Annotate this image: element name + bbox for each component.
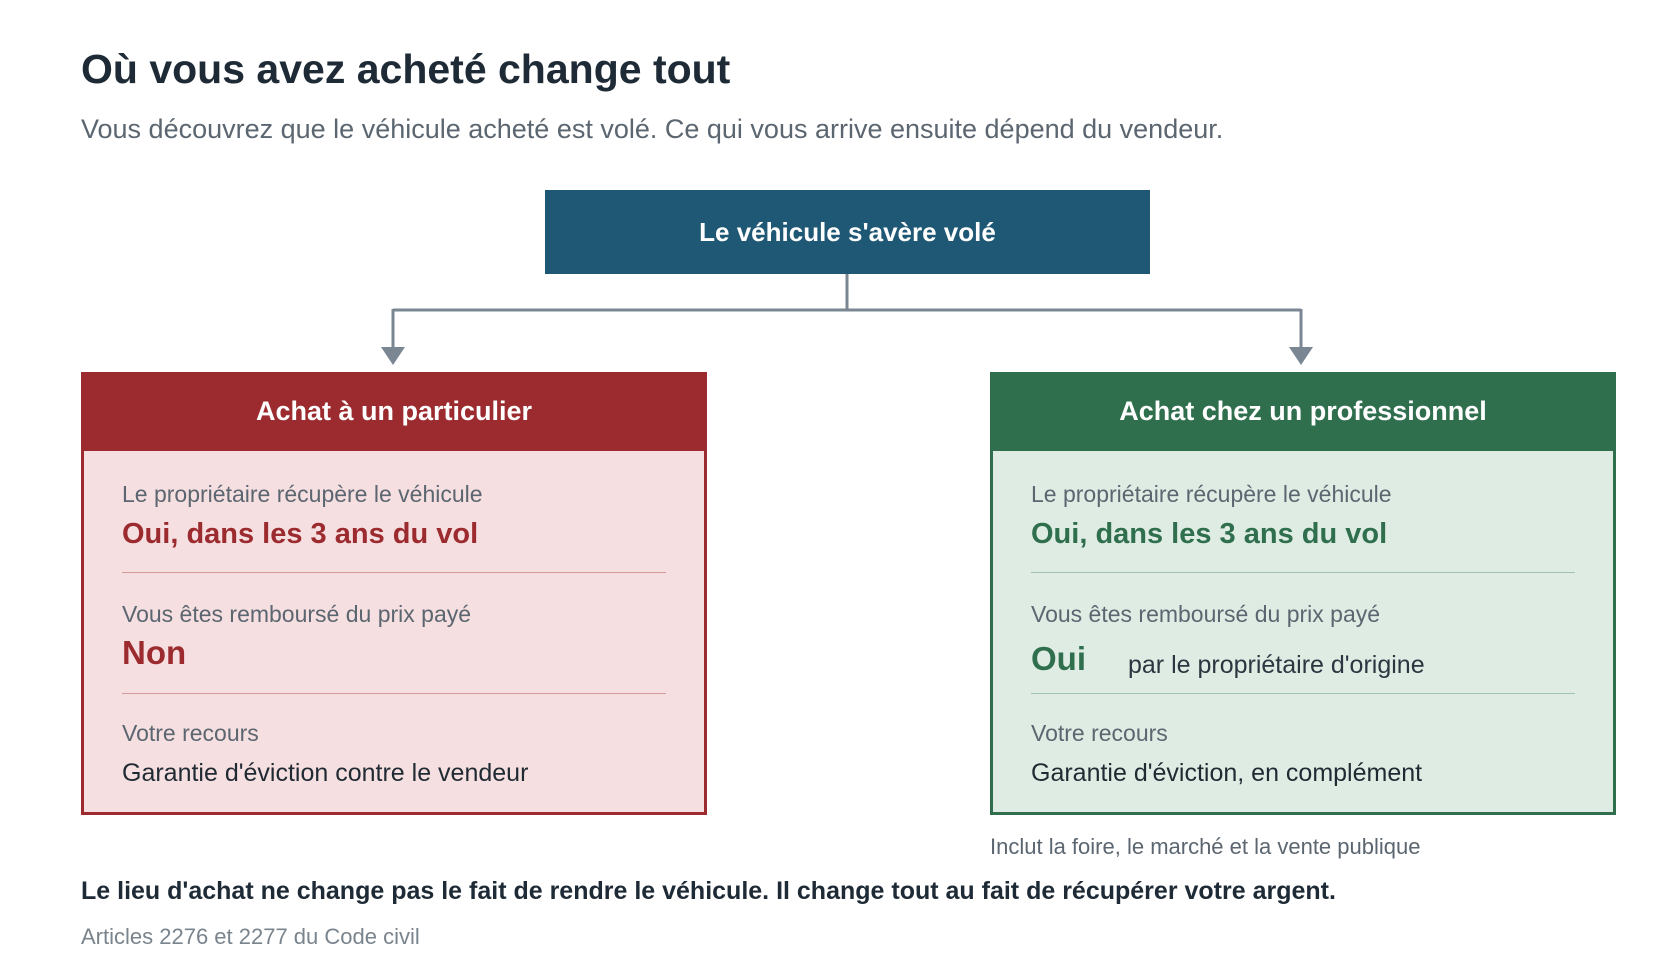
card-professionnel bbox=[990, 372, 1616, 815]
row-refund-label: Vous êtes remboursé du prix payé bbox=[122, 601, 472, 627]
root-node-label: Le véhicule s'avère volé bbox=[699, 216, 996, 247]
card-professionnel-header: Achat chez un professionnel bbox=[990, 372, 1616, 451]
card-particulier-header: Achat à un particulier bbox=[81, 372, 707, 451]
conclusion-text: Le lieu d'achat ne change pas le fait de rendre le véhicule. Il change tout au fait de récupérer votre argent. bbox=[81, 877, 1336, 905]
row-recovery-value: Oui, dans les 3 ans du vol bbox=[122, 518, 479, 550]
row-recovery bbox=[1031, 451, 1575, 572]
row-remedy bbox=[1031, 694, 1575, 788]
row-refund bbox=[1031, 573, 1575, 693]
row-recovery bbox=[122, 451, 666, 572]
arrowhead-left bbox=[381, 347, 405, 365]
row-remedy bbox=[122, 694, 666, 788]
page-title: Où vous avez acheté change tout bbox=[81, 46, 731, 92]
row-recovery-label: Le propriétaire récupère le véhicule bbox=[1031, 481, 1392, 507]
row-refund-note: par le propriétaire d'origine bbox=[1128, 651, 1425, 680]
row-refund-value: Oui bbox=[1031, 640, 1086, 677]
row-remedy-text: Garantie d'éviction contre le vendeur bbox=[122, 759, 529, 787]
row-refund-value: Non bbox=[122, 634, 187, 671]
page-subtitle: Vous découvrez que le véhicule acheté est volé. Ce qui vous arrive ensuite dépend du vendeur. bbox=[81, 114, 1224, 144]
row-recovery-label: Le propriétaire récupère le véhicule bbox=[122, 481, 483, 507]
professionnel-footnote: Inclut la foire, le marché et la vente publique bbox=[990, 834, 1421, 859]
row-recovery-value: Oui, dans les 3 ans du vol bbox=[1031, 518, 1388, 550]
row-remedy-text: Garantie d'éviction, en complément bbox=[1031, 759, 1423, 787]
row-remedy-label: Votre recours bbox=[122, 720, 259, 746]
card-particulier bbox=[81, 372, 707, 815]
arrowhead-right bbox=[1289, 347, 1313, 365]
row-refund bbox=[122, 573, 666, 693]
source-citation: Articles 2276 et 2277 du Code civil bbox=[81, 924, 420, 949]
row-remedy-label: Votre recours bbox=[1031, 720, 1168, 746]
row-refund-label: Vous êtes remboursé du prix payé bbox=[1031, 601, 1381, 627]
